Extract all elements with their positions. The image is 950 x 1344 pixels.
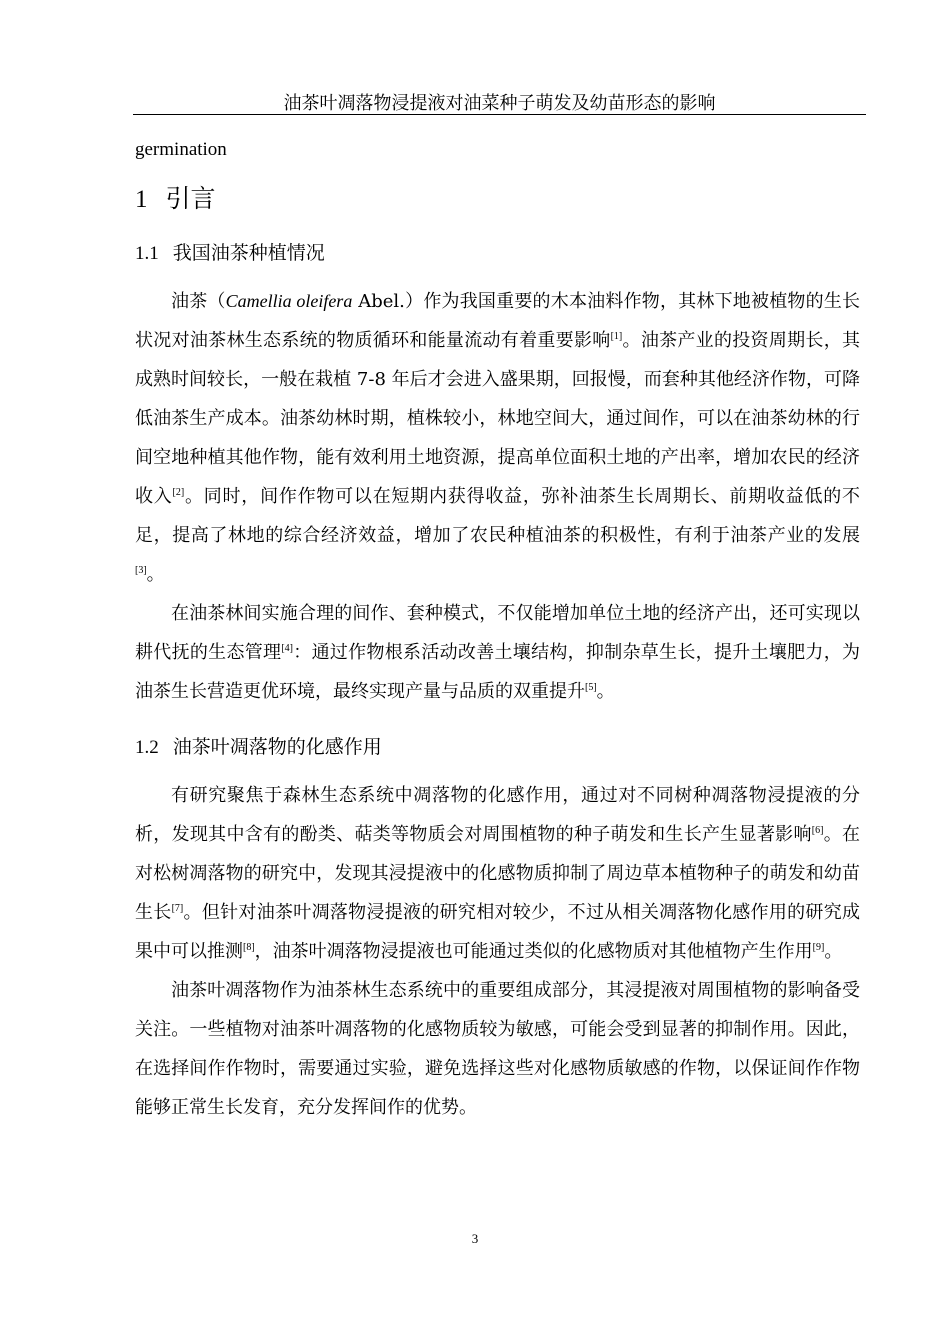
text-run: 。但针对油茶叶凋落物浸提液的研究相对较少，不过从相关凋落物化感作用的研究成果中可以推测 xyxy=(135,902,861,962)
text-run: 。 xyxy=(146,564,165,585)
text-run: 。在对松树凋落物的研究中，发现其浸提液中的化感物质抑制了周边草本植物种子的萌发和幼苗生长 xyxy=(135,824,861,923)
text-run: 有研究聚焦于森林生态系统中凋落物的化感作用，通过对不同树种凋落物浸提液的分析，发现其中含有的酚类、萜类等物质会对周围植物的种子萌发和生长产生显著影响 xyxy=(135,785,860,845)
paragraph xyxy=(135,776,860,971)
text-run: Abel.）作为我国重要的木本油料作物，其林下地被植物的生长状况对油茶林生态系统的物质循环和能量流动有着重要影响 xyxy=(135,291,861,351)
citation: [7] xyxy=(171,903,184,914)
page-number: 3 xyxy=(471,1231,479,1246)
subsection-title: 我国油茶种植情况 xyxy=(172,242,325,264)
text-run: 。油茶产业的投资周期长，其成熟时间较长，一般在栽植 7-8 年后才会进入盛果期，回报慢，而套种其他经济作物，可降低油茶生产成本。油茶幼林时期，植株较小，林地空间大，通过间作，可以在油茶幼林的行间空地种植其他作物，能有效利用土地资源，提高单位面积土地的产出率，增加农民的经济收入 xyxy=(135,330,861,507)
paragraph xyxy=(135,594,860,711)
subsection-heading-allelopathy xyxy=(135,733,860,762)
subsection-title: 油茶叶凋落物的化感作用 xyxy=(172,736,382,758)
text-run: 。同时，间作作物可以在短期内获得收益，弥补油茶生长周期长、前期收益低的不足，提高了林地的综合经济效益，增加了农民种植油茶的积极性，有利于油茶产业的发展 xyxy=(135,486,860,546)
text-run: ：通过作物根系活动改善土壤结构，抑制杂草生长，提升土壤肥力，为油茶生长营造更优环境，最终实现产量与品质的双重提升 xyxy=(135,642,861,702)
text-run: 。 xyxy=(596,681,615,702)
citation: [6] xyxy=(811,825,824,836)
citation: [8] xyxy=(243,942,255,953)
text-run: 在油茶林间实施合理的间作、套种模式，不仅能增加单位土地的经济产出，还可实现以耕代抚的生态管理 xyxy=(135,603,860,663)
text-run: 油茶（ xyxy=(171,291,226,312)
citation: [1] xyxy=(610,331,623,342)
citation: [4] xyxy=(281,643,293,654)
text-run: ，油茶叶凋落物浸提液也可能通过类似的化感物质对其他植物产生作用 xyxy=(254,941,813,962)
citation: [2] xyxy=(172,487,185,498)
running-header: 油茶叶凋落物浸提液对油菜种子萌发及幼苗形态的影响 xyxy=(283,93,716,114)
section-title: 引言 xyxy=(165,184,216,213)
paragraph xyxy=(135,282,860,594)
section-heading-introduction xyxy=(135,182,860,217)
citation: [3] xyxy=(135,565,147,576)
paragraph: 油茶叶凋落物作为油茶林生态系统中的重要组成部分，其浸提液对周围植物的影响备受关注。一些植物对油茶叶凋落物的化感物质较为敏感，可能会受到显著的抑制作用。因此，在选择间作作物时，需要通过实验，避免选择这些对化感物质敏感的作物，以保证间作作物能够正常生长发育，充分发挥间作的优势。 xyxy=(135,980,860,1118)
section-number: 1 xyxy=(135,186,148,213)
citation: [5] xyxy=(585,682,597,693)
subsection-number: 1.1 xyxy=(135,243,159,264)
citation: [9] xyxy=(812,942,825,953)
header-divider xyxy=(133,114,866,115)
latin-name: Camellia oleifera xyxy=(225,291,353,311)
text-run: 。 xyxy=(824,941,843,962)
subsection-heading-planting xyxy=(135,239,860,268)
continued-text: germination xyxy=(135,139,227,160)
subsection-number: 1.2 xyxy=(135,737,159,758)
page-body xyxy=(135,136,860,1127)
